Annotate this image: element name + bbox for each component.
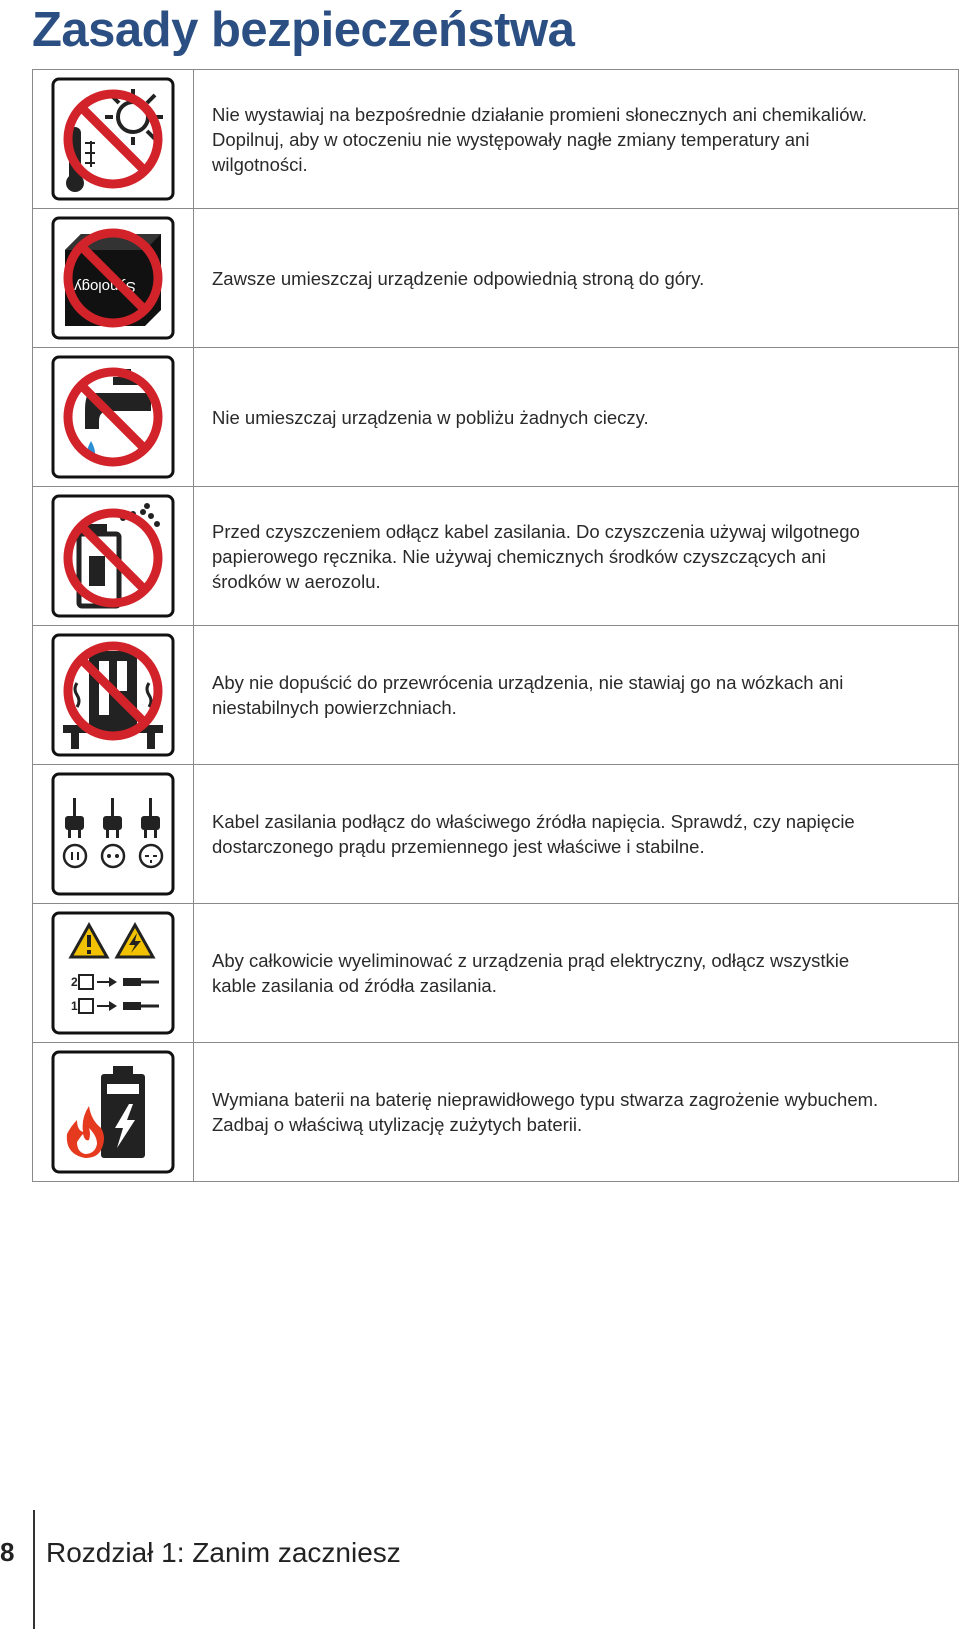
no-cart-unstable-icon [51,633,175,757]
page-title: Zasady bezpieczeństwa [32,3,575,57]
no-liquids-tap-icon [51,355,175,479]
socket-label: 1 [71,999,78,1013]
table-row [33,70,959,209]
rule-text-line: środków w aerozolu. [212,570,381,592]
table-row [33,626,959,765]
safety-rules-table [32,69,959,1182]
rule-text-line: wilgotności. [212,153,308,175]
rule-text-line: dostarczonego prądu przemiennego jest właściwe i stabilne. [212,836,705,857]
rule-text-line: Zadbaj o właściwą utylizację zużytych baterii. [212,1114,583,1135]
power-plugs-icon [51,772,175,896]
rule-text-line: Aby całkowicie wyeliminować z urządzenia prąd elektryczny, odłącz wszystkie [212,950,850,971]
rule-text-line: papierowego ręcznika. Nie używaj chemicznych środków czyszczących ani [212,545,826,567]
no-spray-cleaning-icon [51,494,175,618]
table-row [33,1043,959,1182]
rule-text-line: niestabilnych powierzchniach. [212,697,457,718]
rule-text-line: Nie wystawiaj na bezpośrednie działanie promieni słonecznych ani chemikaliów. [212,103,868,125]
footer-divider [33,1510,35,1629]
rule-text-line: Wymiana baterii na baterię nieprawidłowego typu stwarza zagrożenie wybuchem. [212,1089,879,1110]
table-row [33,487,959,626]
no-sun-heat-icon [51,77,175,201]
rule-text-line: Zawsze umieszczaj urządzenie odpowiednią stroną do góry. [212,267,705,289]
chapter-title: Rozdział 1: Zanim zaczniesz [46,1537,401,1568]
electric-hazard-disconnect-icon [51,911,175,1035]
table-row [33,904,959,1043]
rule-text-line: Dopilnuj, aby w otoczeniu nie występowały nagłe zmiany temperatury ani [212,128,810,150]
table-row [33,348,959,487]
rule-text-line: Nie umieszczaj urządzenia w pobliżu żadnych cieczy. [212,406,649,428]
box-brand-label: Synology [74,278,136,295]
socket-label: 2 [71,975,78,989]
rule-text-line: Przed czyszczeniem odłącz kabel zasilania. Do czyszczenia używaj wilgotnego [212,520,860,542]
battery-fire-icon [51,1050,175,1174]
page-number: 8 [0,1537,15,1567]
no-upside-down-box-icon [51,216,175,340]
table-row [33,209,959,348]
table-row [33,765,959,904]
rule-text-line: Aby nie dopuścić do przewrócenia urządzenia, nie stawiaj go na wózkach ani [212,672,844,693]
rule-text-line: Kabel zasilania podłącz do właściwego źródła napięcia. Sprawdź, czy napięcie [212,811,855,832]
rule-text-line: kable zasilania od źródła zasilania. [212,975,497,996]
